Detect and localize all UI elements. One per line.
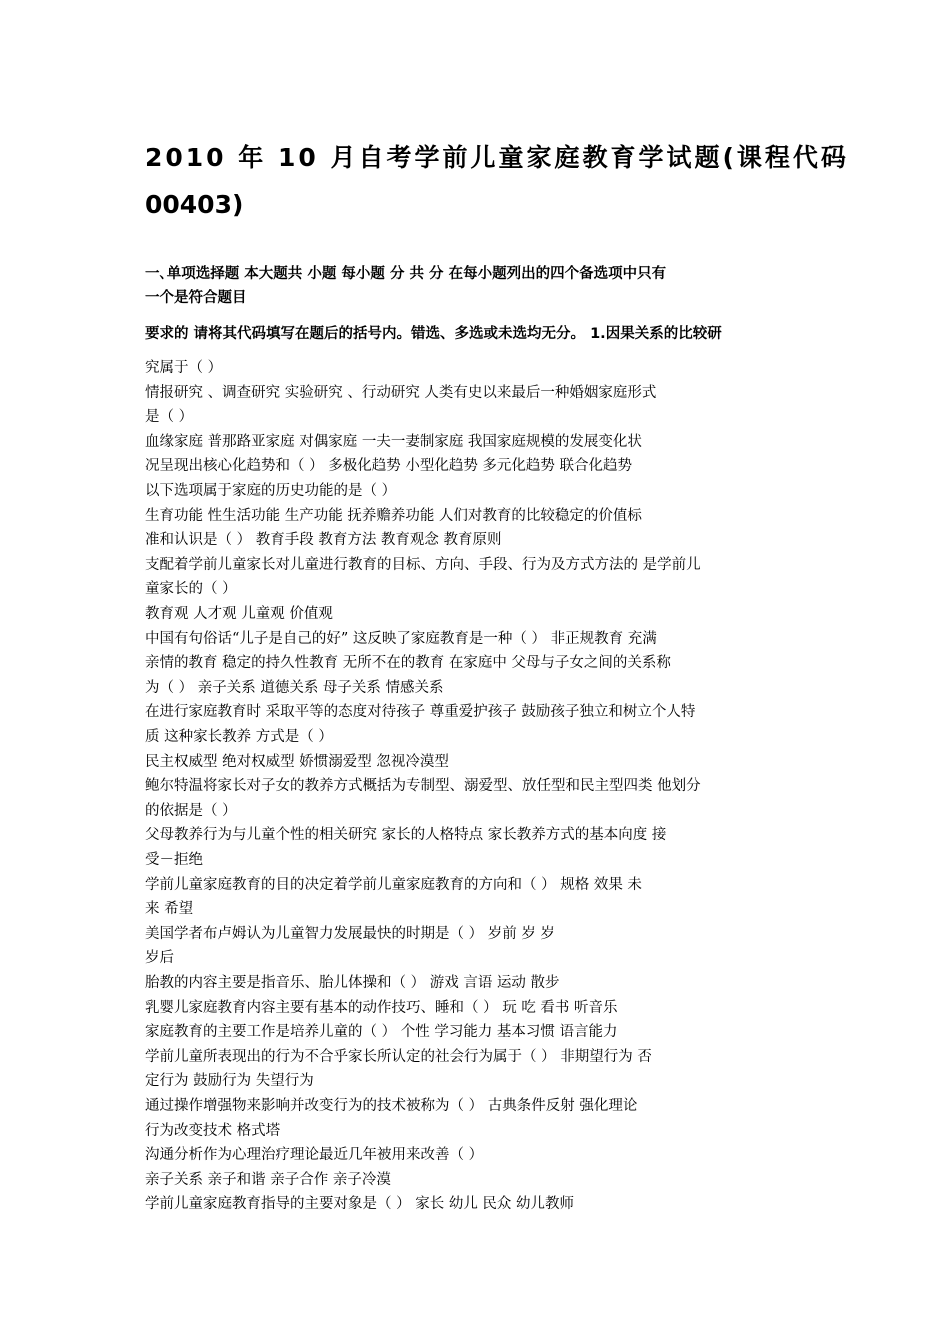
body-line: 鲍尔特温将家长对子女的教养方式概括为专制型、溺爱型、放任型和民主型四类 他划分 — [145, 778, 701, 794]
title-line-1: 2010 年 10 月自考学前儿童家庭教育学试题(课程代码 — [145, 143, 849, 172]
body-line: 学前儿童家庭教育指导的主要对象是（ ） 家长 幼儿 民众 幼儿教师 — [145, 1196, 575, 1212]
body-line: 行为改变技术 格式塔 — [145, 1123, 281, 1139]
title-line-2: 00403) — [145, 190, 244, 219]
body-line: 父母教养行为与儿童个性的相关研究 家长的人格特点 家长教养方式的基本向度 接 — [145, 827, 667, 843]
body-line: 受－拒绝 — [145, 852, 203, 868]
body-line: 学前儿童所表现出的行为不合乎家长所认定的社会行为属于（ ） 非期望行为 否 — [145, 1049, 652, 1065]
body-line: 况呈现出核心化趋势和（ ） 多极化趋势 小型化趋势 多元化趋势 联合化趋势 — [145, 458, 633, 474]
body-line: 的依据是（ ） — [145, 803, 237, 819]
body-line: 家庭教育的主要工作是培养儿童的（ ） 个性 学习能力 基本习惯 语言能力 — [145, 1024, 618, 1040]
section-heading-line-1: 一､单项选择题 本大题共 小题 每小题 分 共 分 在每小题列出的四个备选项中只有 — [145, 266, 667, 282]
section-heading-line-2: 一个是符合题目 — [145, 290, 247, 306]
body-line: 胎教的内容主要是指音乐、胎儿体操和（ ） 游戏 言语 运动 散步 — [145, 975, 560, 991]
body-line: 民主权威型 绝对权威型 娇惯溺爱型 忽视冷漠型 — [145, 754, 449, 770]
body-line: 支配着学前儿童家长对儿童进行教育的目标、方向、手段、行为及方式方法的 是学前儿 — [145, 557, 701, 573]
body-line: 究属于（ ） — [145, 360, 223, 376]
body-line: 情报研究 、调查研究 实验研究 、行动研究 人类有史以来最后一种婚姻家庭形式 — [145, 385, 657, 401]
body-line: 在进行家庭教育时 采取平等的态度对待孩子 尊重爱护孩子 鼓励孩子独立和树立个人特 — [145, 704, 696, 720]
body-line: 亲情的教育 稳定的持久性教育 无所不在的教育 在家庭中 父母与子女之间的关系称 — [145, 655, 671, 671]
body-line: 沟通分析作为心理治疗理论最近几年被用来改善（ ） — [145, 1147, 484, 1163]
body-line: 为（ ） 亲子关系 道德关系 母子关系 情感关系 — [145, 680, 444, 696]
body-line: 血缘家庭 普那路亚家庭 对偶家庭 一夫一妻制家庭 我国家庭规模的发展变化状 — [145, 434, 642, 450]
body-line: 岁后 — [145, 950, 174, 966]
section-instruction-line: 要求的 请将其代码填写在题后的括号内。错选、多选或未选均无分。 1.因果关系的比较研 — [145, 326, 722, 342]
body-line: 乳婴儿家庭教育内容主要有基本的动作技巧、睡和（ ） 玩 吃 看书 听音乐 — [145, 1000, 618, 1016]
body-line: 以下选项属于家庭的历史功能的是（ ） — [145, 483, 397, 499]
body-line: 生育功能 性生活功能 生产功能 抚养赡养功能 人们对教育的比较稳定的价值标 — [145, 508, 642, 524]
body-line: 美国学者布卢姆认为儿童智力发展最快的时期是（ ） 岁前 岁 岁 — [145, 926, 555, 942]
body-line: 通过操作增强物来影响并改变行为的技术被称为（ ） 古典条件反射 强化理论 — [145, 1098, 638, 1114]
body-line: 质 这种家长教养 方式是（ ） — [145, 729, 333, 745]
body-line: 中国有句俗话“儿子是自己的好” 这反映了家庭教育是一种（ ） 非正规教育 充满 — [145, 631, 657, 647]
body-line: 是（ ） — [145, 409, 194, 425]
body-line: 学前儿童家庭教育的目的决定着学前儿童家庭教育的方向和（ ） 规格 效果 未 — [145, 877, 642, 893]
body-line: 童家长的（ ） — [145, 581, 237, 597]
body-line: 准和认识是（ ） 教育手段 教育方法 教育观念 教育原则 — [145, 532, 502, 548]
body-line: 定行为 鼓励行为 失望行为 — [145, 1073, 314, 1089]
body-line: 亲子关系 亲子和谐 亲子合作 亲子冷漠 — [145, 1172, 391, 1188]
body-line: 来 希望 — [145, 901, 194, 917]
body-line: 教育观 人才观 儿童观 价值观 — [145, 606, 333, 622]
